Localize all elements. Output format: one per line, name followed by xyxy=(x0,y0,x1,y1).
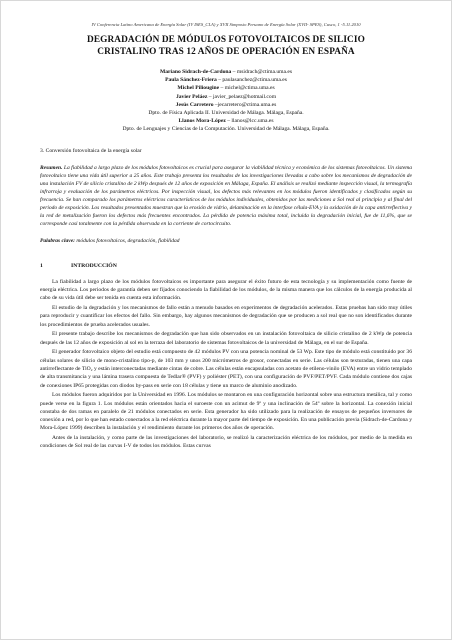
paper-title xyxy=(40,35,412,58)
paragraph: La fiabilidad a largo plazo de los módulos fotovoltaicos es importante para asegurar el éxito futuro de esta tecnología y su implementación como fuente de energía eléctrica. Los periodos de garantía deben ser fijados conociendo la fiabilidad de los módulos, de la misma manera que los cálculos de la energía producida al cabo de su vida útil debe ser tenida en cuenta esta información. xyxy=(40,278,412,302)
keywords xyxy=(40,238,412,244)
section-title: INTRODUCCIÓN xyxy=(71,262,117,269)
author-email: – msidrach@ctima.uma.es xyxy=(231,69,293,76)
author-email: –jecarretero@ctima.uma.es xyxy=(213,101,277,108)
author-line xyxy=(40,84,412,92)
paragraph: El generador fotovoltaico objeto del estudio está compuesto de 42 módulos PV con una potencia nominal de 53 Wp. Este tipo de módulo está constituido por 36 células solares de silicio de mono-cristalino tipo-p, de 103 mm y unos 200 micrómetros de grosor, conectadas en serie. Las células son texturadas, tienen una capa antirreflectante de TiO₂ y están interconectadas mediante cintas de cobre. Las células están encapsuladas con acetato de etileno-vinilo (EVA) entre un vidrio templado de alta transmitancia y una lámina trasera compuesta de Tedlar® (PVF) y poliéster (PET), con una configuración de PVF/PET/PVF. Cada módulo contiene dos cajas de conexiones IP65 protegidas con diodos by-pass en serie con 18 células y tiene un marco de aluminio anodizado. xyxy=(40,349,412,389)
author-name: Michel Piliougine xyxy=(177,85,220,92)
body-text xyxy=(40,278,412,451)
paragraph: Los módulos fueron adquiridos por la Universidad en 1996. Los módulos se montaron en una configuración horizontal sobre una estructura metálica, tal y como puede verse en la figura 1. Los módulos están orientados hacia el suroeste con un acimut de 9º y una inclinación de 54º sobre la horizontal. La conexión inicial constaba de dos ramas en paralelo de 21 módulos conectados en serie. Esta generador ha sido utilizado para la realización de ensayos de pequeños inversores de conexión a red, por lo que han estado conectados a la red eléctrica durante la mayor parte del tiempo de exposición. En una publicación previa (Sidrach-de-Cardona y Mora-López 1999) describen la instalación y el rendimiento durante los primeros dos años de operación. xyxy=(40,392,412,432)
author-line xyxy=(40,117,412,125)
author-line xyxy=(40,68,412,76)
author-block xyxy=(40,68,412,133)
author-name: Paula Sánchez-Friera xyxy=(165,77,217,84)
keywords-lead: Palabras clave: xyxy=(40,237,75,244)
running-header: IV Conferencia Latino Americana de Energía Solar (IV ISES_CLA) y XVII Simposio Peruano de Energía Solar (XVII- SPES), Cusco, 1 -5.11.2010 xyxy=(91,22,361,27)
section-heading xyxy=(40,263,412,269)
title-line-1: DEGRADACIÓN DE MÓDULOS FOTOVOLTAICOS DE SILICIO xyxy=(87,35,365,45)
author-email: – llanos@lcc.uma.es xyxy=(225,117,274,124)
author-email: – paulasanchez@ctima.uma.es xyxy=(216,77,287,84)
author-name: Mariano Sidrach-de-Cardona xyxy=(159,69,232,76)
author-email: – javier_pelaez@hotmail.com xyxy=(207,93,277,100)
abstract xyxy=(40,165,412,229)
abstract-lead: Resumen. xyxy=(40,165,63,172)
section-number: 1 xyxy=(40,262,43,269)
abstract-text: La fiabilidad a largo plazo de los módulos fotovoltaicos es crucial para asegurar la viabilidad técnica y económica de los sistemas fotovoltaicos. Un sistema fotovoltaico tiene una vida útil superior a 25 años. Este trabajo presenta los resultados de las investigaciones llevadas a cabo sobre los mecanismos de degradación de una instalación FV de silicio cristalino de 2 kWp después de 12 años de exposición en Málaga, España. El análisis se realizó mediante inspección visual, la termografía infrarroja y evaluación de los parámetros eléctricos. Por inspección visual, los defectos más relevantes en los módulos fueron identificados y clasificados según su frecuencia. Se han comparado los parámetros eléctricos característicos de los módulos individuales, obtenidos por las mediciones a Sol real al principio y al final del periodo de exposición. Los resultados presentados muestran que la erosión de vidrio, delaminación en la interfase célula-EVA y la oxidación de la capa antirreflectiva y la red de metalización fueron los defectos más frecuentes encontrados. La pérdida de potencia máxima total, incluida la degradación inicial, fue de 11,6%, que se corresponde casi totalmente con la pérdida observada en la corriente de cortocircuito. xyxy=(40,165,412,227)
author-name: Llanos Mora-López xyxy=(178,117,226,124)
author-line xyxy=(40,101,412,109)
paragraph: El estudio de la degradación y los mecanismos de fallo están a menudo basados en experimentos de degradación acelerados. Estas pruebas han sido muy útiles para reproducir y cuantificar los efectos del fallo. Sin embargo, hay algunos mecanismos de degradación que se producen a sol real que no son identificados durante los procedimientos de prueba acelerados usuales. xyxy=(40,305,412,328)
keywords-text: módulos fotovoltaicos, degradación, fiabilidad xyxy=(74,237,180,244)
paragraph: Antes de la instalación, y como parte de las investigaciones del laboratorio, se realizó la caracterización eléctrica de los módulos, por medio de la medida en condiciones de Sol real de las curvas I-V de todos los módulos. Estas curvas xyxy=(40,435,412,450)
topic-label: 3. Conversión fotovoltaica de la energía solar xyxy=(40,148,142,155)
affiliation-2: Dpto. de Lenguajes y Ciencias de la Computación. Universidad de Málaga. Málaga, España. xyxy=(122,125,330,132)
paragraph: El presente trabajo describe los mecanismos de degradación que han sido observados en un instalación fotovoltaica de silicio cristalino de 2 kWp de potencia después de las 12 años de exposición al sol en la terraza del laboratorio de sistemas fotovoltaicos de la universidad de Málaga, en el sur de España. xyxy=(40,331,412,346)
author-name: Jesús Carretero xyxy=(175,101,214,108)
affiliation-1: Dpto. de Física Aplicada II. Universidad de Málaga. Málaga, España. xyxy=(148,109,304,116)
author-line xyxy=(40,93,412,101)
title-line-2: CRISTALINO TRAS 12 AÑOS DE OPERACIÓN EN ESPAÑA xyxy=(97,46,355,57)
author-line xyxy=(40,76,412,84)
author-name: Javier Peláez xyxy=(175,93,208,100)
author-email: – michel@ctima.uma.es xyxy=(219,85,275,92)
